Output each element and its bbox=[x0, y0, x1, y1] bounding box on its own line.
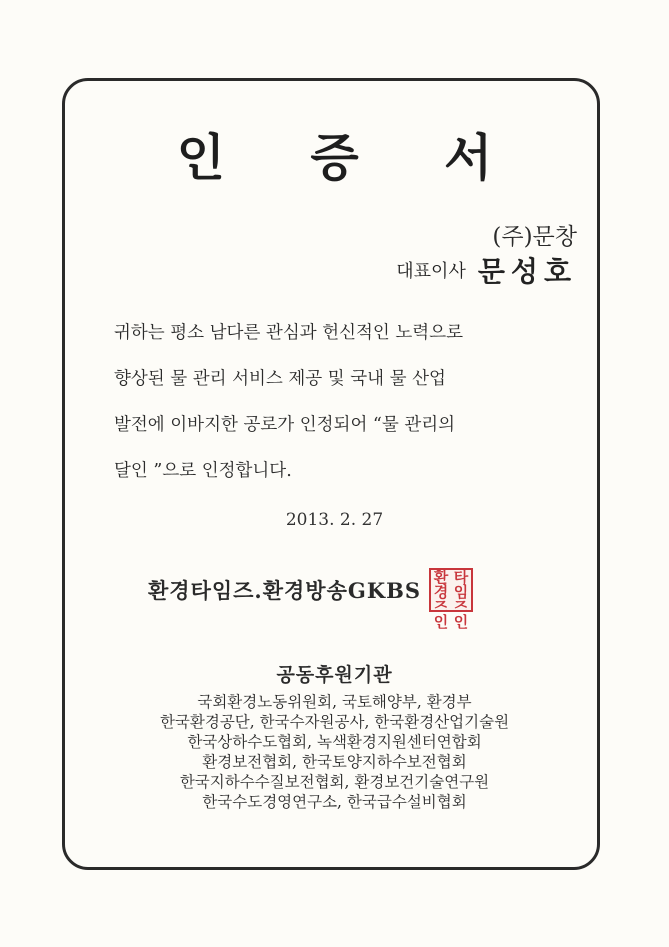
seal-char: 즈인 bbox=[433, 598, 449, 631]
sponsor-line: 한국지하수수질보전협회, 환경보건기술연구원 bbox=[179, 773, 490, 791]
sponsor-line: 한국수도경영연구소, 한국급수설비협회 bbox=[202, 793, 467, 811]
seal-char: 환경 bbox=[433, 568, 449, 601]
issue-date: 2013. 2. 27 bbox=[285, 510, 384, 530]
official-seal-icon bbox=[429, 568, 473, 631]
recipient-representative bbox=[396, 250, 577, 290]
representative-name: 문성호 bbox=[477, 255, 577, 288]
recipient-company: (주)문창 bbox=[492, 224, 577, 250]
seal-char: 즈인 bbox=[453, 598, 469, 631]
sponsor-line: 환경보전협회, 한국토양지하수보전협회 bbox=[202, 753, 467, 771]
seal-char: 타임 bbox=[453, 568, 469, 601]
certificate-body bbox=[114, 310, 574, 494]
sponsor-heading: 공동후원기관 bbox=[276, 664, 393, 686]
sponsor-line: 국회환경노동위원회, 국토해양부, 환경부 bbox=[197, 693, 472, 711]
body-line-1: 귀하는 평소 남다른 관심과 헌신적인 노력으로 bbox=[114, 323, 464, 343]
issuer-row bbox=[148, 568, 473, 631]
sponsor-line: 한국환경공단, 한국수자원공사, 한국환경산업기술원 bbox=[159, 713, 510, 731]
body-line-2: 향상된 물 관리 서비스 제공 및 국내 물 산업 bbox=[114, 369, 446, 389]
representative-title: 대표이사 bbox=[396, 261, 466, 282]
certificate-title: 인 증 서 bbox=[176, 128, 527, 187]
sponsor-line: 한국상하수도협회, 녹색환경지원센터연합회 bbox=[187, 733, 482, 751]
body-line-4: 달인 ”으로 인정합니다. bbox=[114, 461, 292, 481]
body-line-3: 발전에 이바지한 공로가 인정되어 “물 관리의 bbox=[114, 415, 456, 435]
sponsor-list bbox=[0, 692, 669, 812]
issuer-name: 환경타임즈.환경방송GKBS bbox=[148, 578, 421, 603]
